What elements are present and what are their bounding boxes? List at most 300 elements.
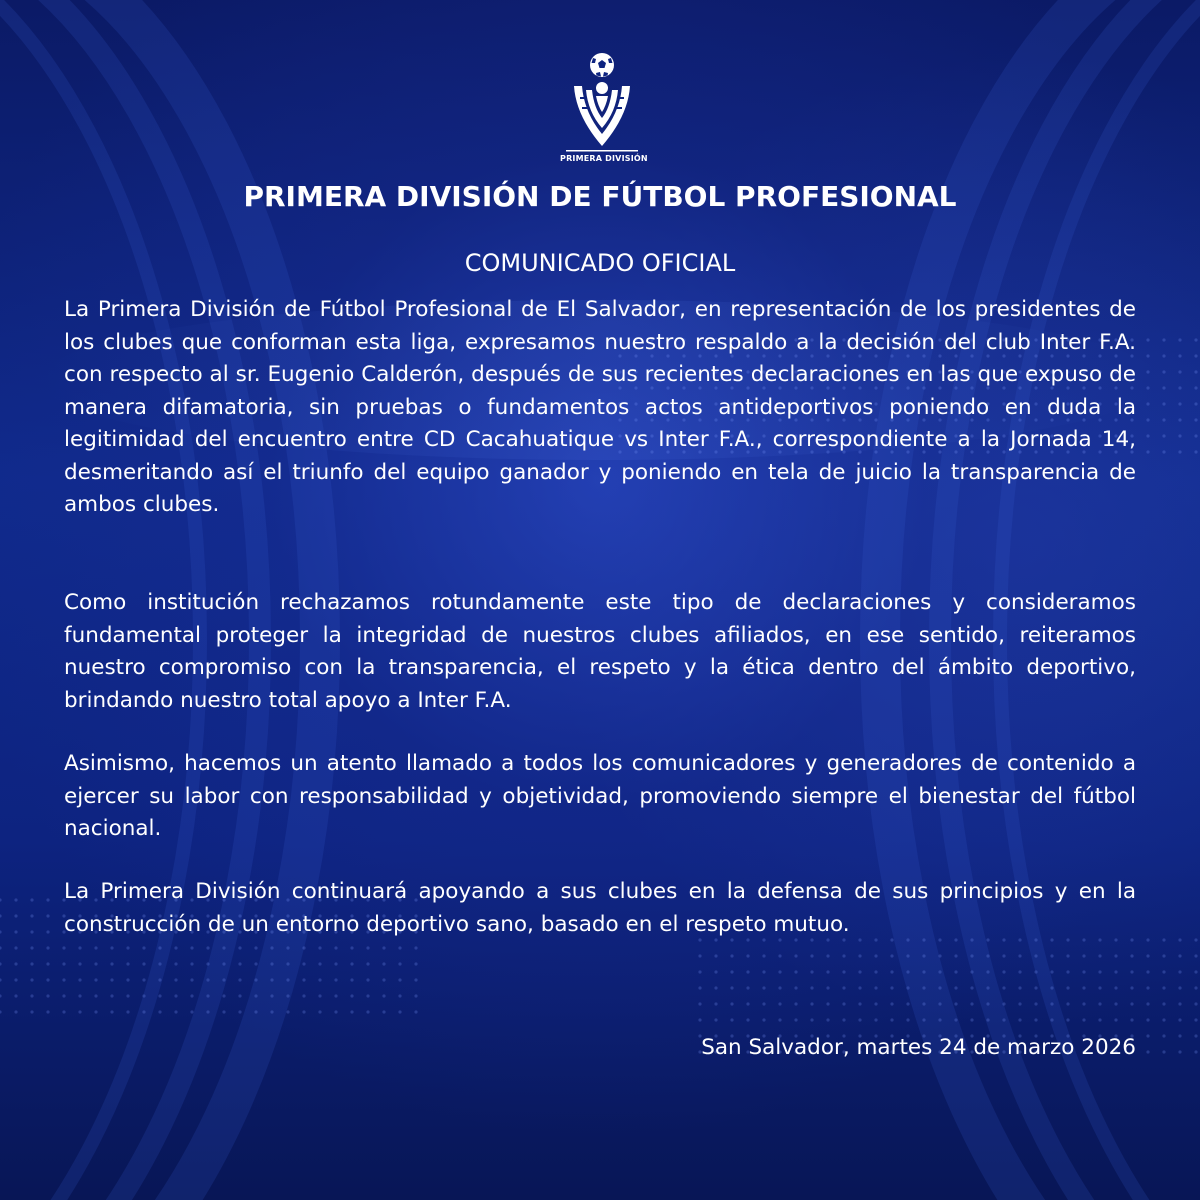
- pattern-dot: [350, 962, 353, 965]
- pattern-dot: [1066, 1018, 1069, 1021]
- pattern-dot: [938, 1018, 941, 1021]
- logo-label: PRIMERA DIVISIÓN: [560, 154, 648, 163]
- pattern-dot: [1162, 986, 1165, 989]
- pattern-dot: [78, 978, 81, 981]
- pattern-dot: [14, 914, 17, 917]
- pattern-dot: [62, 946, 65, 949]
- pattern-dot: [350, 994, 353, 997]
- pattern-dot: [986, 1018, 989, 1021]
- pattern-dot: [858, 1002, 861, 1005]
- pattern-dot: [1050, 1018, 1053, 1021]
- pattern-dot: [14, 946, 17, 949]
- pattern-dot: [1034, 986, 1037, 989]
- pattern-dot: [30, 994, 33, 997]
- pattern-dot: [206, 962, 209, 965]
- pattern-dot: [1066, 954, 1069, 957]
- pattern-dot: [1178, 1018, 1181, 1021]
- pattern-dot: [1034, 970, 1037, 973]
- pattern-dot: [1146, 450, 1149, 453]
- pattern-dot: [1146, 986, 1149, 989]
- pattern-dot: [0, 978, 2, 981]
- pattern-dot: [30, 914, 33, 917]
- pattern-dot: [350, 978, 353, 981]
- pattern-dot: [1098, 1002, 1101, 1005]
- pattern-dot: [714, 954, 717, 957]
- pattern-dot: [62, 978, 65, 981]
- pattern-dot: [302, 978, 305, 981]
- pattern-dot: [158, 946, 161, 949]
- pattern-dot: [970, 970, 973, 973]
- pattern-dot: [174, 962, 177, 965]
- pattern-dot: [0, 1010, 2, 1013]
- pattern-dot: [1082, 970, 1085, 973]
- pattern-dot: [1162, 970, 1165, 973]
- pattern-dot: [398, 1010, 401, 1013]
- pattern-dot: [1194, 386, 1197, 389]
- pattern-dot: [270, 994, 273, 997]
- pattern-dot: [1162, 450, 1165, 453]
- pattern-dot: [890, 1018, 893, 1021]
- pattern-dot: [954, 970, 957, 973]
- pattern-dot: [1082, 1018, 1085, 1021]
- pattern-dot: [174, 978, 177, 981]
- pattern-dot: [778, 970, 781, 973]
- pattern-dot: [0, 946, 2, 949]
- pattern-dot: [222, 978, 225, 981]
- pattern-dot: [1178, 434, 1181, 437]
- pattern-dot: [190, 946, 193, 949]
- pattern-dot: [1178, 450, 1181, 453]
- pattern-dot: [986, 986, 989, 989]
- pattern-dot: [350, 1010, 353, 1013]
- pattern-dot: [1082, 1002, 1085, 1005]
- pattern-dot: [1178, 354, 1181, 357]
- pattern-dot: [286, 962, 289, 965]
- pattern-dot: [762, 970, 765, 973]
- pattern-dot: [1194, 1034, 1197, 1037]
- pattern-dot: [1194, 1018, 1197, 1021]
- pattern-dot: [190, 978, 193, 981]
- pattern-dot: [858, 970, 861, 973]
- pattern-dot: [1194, 354, 1197, 357]
- pattern-dot: [1146, 338, 1149, 341]
- pattern-dot: [970, 1018, 973, 1021]
- pattern-dot: [1162, 386, 1165, 389]
- pattern-dot: [1114, 970, 1117, 973]
- pattern-dot: [1162, 954, 1165, 957]
- paragraph-2: Como institución rechazamos rotundamente este tipo de declaraciones y consideramos fundamental proteger la integridad de nuestros clubes afiliados, en ese sentido, reiteramos nuestro compromiso con la transparencia, el respeto y la ética dentro del ámbito deportivo, brindando nuestro total apoyo a Inter F.A.: [64, 590, 1136, 713]
- pattern-dot: [62, 962, 65, 965]
- pattern-dot: [730, 954, 733, 957]
- pattern-dot: [874, 970, 877, 973]
- pattern-dot: [730, 1002, 733, 1005]
- pattern-dot: [730, 970, 733, 973]
- pattern-dot: [206, 946, 209, 949]
- pattern-dot: [1146, 1002, 1149, 1005]
- pattern-dot: [286, 978, 289, 981]
- pattern-dot: [0, 994, 2, 997]
- pattern-dot: [302, 962, 305, 965]
- pattern-dot: [730, 986, 733, 989]
- pattern-dot: [794, 954, 797, 957]
- pattern-dot: [46, 978, 49, 981]
- pattern-dot: [254, 962, 257, 965]
- pattern-dot: [46, 946, 49, 949]
- pattern-dot: [318, 994, 321, 997]
- pattern-dot: [142, 946, 145, 949]
- pattern-dot: [826, 986, 829, 989]
- pattern-dot: [14, 978, 17, 981]
- pattern-dot: [46, 1010, 49, 1013]
- pattern-dot: [842, 1018, 845, 1021]
- pattern-dot: [126, 1010, 129, 1013]
- paragraph-4: La Primera División continuará apoyando a sus clubes en la defensa de sus principios y en la construcción de un entorno deportivo sano, basado en el respeto mutuo.: [64, 879, 1136, 937]
- pattern-dot: [366, 978, 369, 981]
- pattern-dot: [206, 1010, 209, 1013]
- pattern-dot: [382, 978, 385, 981]
- pattern-dot: [1098, 954, 1101, 957]
- pattern-dot: [698, 970, 701, 973]
- pattern-dot: [1034, 954, 1037, 957]
- pattern-dot: [762, 986, 765, 989]
- pattern-dot: [350, 946, 353, 949]
- pattern-dot: [746, 970, 749, 973]
- pattern-dot: [1018, 970, 1021, 973]
- pattern-dot: [1114, 1018, 1117, 1021]
- pattern-dot: [1050, 954, 1053, 957]
- pattern-dot: [970, 954, 973, 957]
- pattern-dot: [1082, 954, 1085, 957]
- pattern-dot: [334, 946, 337, 949]
- pattern-dot: [890, 986, 893, 989]
- pattern-dot: [922, 954, 925, 957]
- pattern-dot: [254, 946, 257, 949]
- pattern-dot: [1082, 986, 1085, 989]
- pattern-dot: [1146, 434, 1149, 437]
- pattern-dot: [414, 978, 417, 981]
- pattern-dot: [1194, 418, 1197, 421]
- pattern-dot: [94, 946, 97, 949]
- pattern-dot: [206, 994, 209, 997]
- pattern-dot: [190, 994, 193, 997]
- pattern-dot: [938, 954, 941, 957]
- pattern-dot: [270, 1010, 273, 1013]
- pattern-dot: [1162, 418, 1165, 421]
- pattern-dot: [270, 946, 273, 949]
- pattern-dot: [810, 986, 813, 989]
- pattern-dot: [286, 994, 289, 997]
- pattern-dot: [1146, 354, 1149, 357]
- pattern-dot: [1146, 970, 1149, 973]
- pattern-dot: [906, 1002, 909, 1005]
- pattern-dot: [922, 1018, 925, 1021]
- pattern-dot: [794, 1002, 797, 1005]
- pattern-dot: [110, 946, 113, 949]
- pattern-dot: [0, 898, 2, 901]
- pattern-dot: [1034, 1002, 1037, 1005]
- pattern-dot: [1034, 1018, 1037, 1021]
- pattern-dot: [1130, 954, 1133, 957]
- pattern-dot: [698, 954, 701, 957]
- pattern-dot: [858, 1018, 861, 1021]
- pattern-dot: [970, 1002, 973, 1005]
- pattern-dot: [270, 962, 273, 965]
- pattern-dot: [1130, 1002, 1133, 1005]
- pattern-dot: [222, 962, 225, 965]
- pattern-dot: [14, 898, 17, 901]
- pattern-dot: [366, 946, 369, 949]
- pattern-dot: [1178, 970, 1181, 973]
- pattern-dot: [858, 954, 861, 957]
- pattern-dot: [762, 1002, 765, 1005]
- pattern-dot: [922, 970, 925, 973]
- pattern-dot: [30, 1010, 33, 1013]
- paragraph-3: Asimismo, hacemos un atento llamado a todos los comunicadores y generadores de contenido a ejercer su labor con responsabilidad y objetividad, promoviendo siempre el bienestar del fútbol nacional.: [64, 751, 1136, 841]
- pattern-dot: [826, 954, 829, 957]
- pattern-dot: [62, 994, 65, 997]
- pattern-dot: [810, 1002, 813, 1005]
- pattern-dot: [954, 1002, 957, 1005]
- pattern-dot: [1114, 954, 1117, 957]
- pattern-dot: [254, 1010, 257, 1013]
- pattern-dot: [954, 1018, 957, 1021]
- pattern-dot: [1162, 1002, 1165, 1005]
- pattern-dot: [318, 962, 321, 965]
- pattern-dot: [1178, 338, 1181, 341]
- pattern-dot: [286, 946, 289, 949]
- pattern-dot: [698, 1018, 701, 1021]
- pattern-dot: [142, 994, 145, 997]
- pattern-dot: [1098, 1018, 1101, 1021]
- pattern-dot: [110, 994, 113, 997]
- pattern-dot: [1146, 1034, 1149, 1037]
- pattern-dot: [398, 994, 401, 997]
- pattern-dot: [142, 978, 145, 981]
- primera-division-emblem-icon: [560, 50, 648, 163]
- pattern-dot: [1146, 938, 1149, 941]
- pattern-dot: [1018, 1002, 1021, 1005]
- pattern-dot: [0, 930, 2, 933]
- pattern-dot: [1162, 938, 1165, 941]
- pattern-dot: [890, 1002, 893, 1005]
- pattern-dot: [746, 1018, 749, 1021]
- pattern-dot: [1146, 402, 1149, 405]
- pattern-dot: [94, 978, 97, 981]
- pattern-dot: [938, 986, 941, 989]
- pattern-dot: [302, 1010, 305, 1013]
- pattern-dot: [190, 1010, 193, 1013]
- pattern-dot: [986, 954, 989, 957]
- pattern-dot: [906, 970, 909, 973]
- pattern-dot: [746, 1002, 749, 1005]
- pattern-dot: [1050, 970, 1053, 973]
- pattern-dot: [1194, 1050, 1197, 1053]
- pattern-dot: [1178, 386, 1181, 389]
- pattern-dot: [954, 954, 957, 957]
- pattern-dot: [94, 994, 97, 997]
- pattern-dot: [810, 1018, 813, 1021]
- pattern-dot: [698, 986, 701, 989]
- pattern-dot: [1162, 402, 1165, 405]
- pattern-dot: [286, 1010, 289, 1013]
- pattern-dot: [238, 962, 241, 965]
- pattern-dot: [158, 978, 161, 981]
- pattern-dot: [1146, 1050, 1149, 1053]
- pattern-dot: [46, 914, 49, 917]
- pattern-dot: [110, 1010, 113, 1013]
- pattern-dot: [874, 1018, 877, 1021]
- pattern-dot: [366, 962, 369, 965]
- pattern-dot: [142, 1010, 145, 1013]
- pattern-dot: [1194, 338, 1197, 341]
- pattern-dot: [826, 1002, 829, 1005]
- pattern-dot: [174, 994, 177, 997]
- pattern-dot: [1162, 354, 1165, 357]
- pattern-dot: [46, 930, 49, 933]
- pattern-dot: [874, 954, 877, 957]
- pattern-dot: [142, 962, 145, 965]
- pattern-dot: [1178, 986, 1181, 989]
- pattern-dot: [762, 954, 765, 957]
- pattern-dot: [906, 986, 909, 989]
- signoff-date: San Salvador, martes 24 de marzo 2026: [701, 1035, 1136, 1060]
- pattern-dot: [1162, 434, 1165, 437]
- pattern-dot: [78, 1010, 81, 1013]
- pattern-dot: [858, 986, 861, 989]
- pattern-dot: [222, 1010, 225, 1013]
- pattern-dot: [0, 962, 2, 965]
- pattern-dot: [842, 1002, 845, 1005]
- pattern-dot: [398, 978, 401, 981]
- pattern-dot: [1002, 954, 1005, 957]
- pattern-dot: [794, 1018, 797, 1021]
- pattern-dot: [238, 946, 241, 949]
- pattern-dot: [206, 978, 209, 981]
- pattern-dot: [46, 962, 49, 965]
- pattern-dot: [1194, 450, 1197, 453]
- pattern-dot: [1194, 970, 1197, 973]
- pattern-dot: [1066, 970, 1069, 973]
- pattern-dot: [954, 986, 957, 989]
- pattern-dot: [1146, 1018, 1149, 1021]
- pattern-dot: [334, 1010, 337, 1013]
- pattern-dot: [1178, 954, 1181, 957]
- pattern-dot: [126, 962, 129, 965]
- pattern-dot: [842, 986, 845, 989]
- pattern-dot: [238, 1010, 241, 1013]
- pattern-dot: [302, 946, 305, 949]
- pattern-dot: [714, 1018, 717, 1021]
- pattern-dot: [874, 1002, 877, 1005]
- pattern-dot: [78, 946, 81, 949]
- pattern-dot: [906, 954, 909, 957]
- pattern-dot: [94, 1010, 97, 1013]
- pattern-dot: [842, 970, 845, 973]
- pattern-dot: [334, 962, 337, 965]
- pattern-dot: [1194, 370, 1197, 373]
- pattern-dot: [30, 930, 33, 933]
- pattern-dot: [1178, 402, 1181, 405]
- pattern-dot: [1130, 1018, 1133, 1021]
- pattern-dot: [238, 994, 241, 997]
- page-title: PRIMERA DIVISIÓN DE FÚTBOL PROFESIONAL: [243, 180, 957, 213]
- pattern-dot: [174, 1010, 177, 1013]
- pattern-dot: [30, 962, 33, 965]
- pattern-dot: [1162, 1034, 1165, 1037]
- pattern-dot: [810, 954, 813, 957]
- pattern-dot: [1162, 1050, 1165, 1053]
- pattern-dot: [1194, 938, 1197, 941]
- pattern-dot: [1194, 986, 1197, 989]
- pattern-dot: [158, 1010, 161, 1013]
- pattern-dot: [334, 994, 337, 997]
- pattern-dot: [270, 978, 273, 981]
- pattern-dot: [1066, 986, 1069, 989]
- pattern-dot: [318, 946, 321, 949]
- pattern-dot: [842, 954, 845, 957]
- pattern-dot: [414, 946, 417, 949]
- pattern-dot: [1146, 418, 1149, 421]
- pattern-dot: [810, 970, 813, 973]
- pattern-dot: [922, 986, 925, 989]
- pattern-dot: [922, 1002, 925, 1005]
- pattern-dot: [158, 994, 161, 997]
- pattern-dot: [890, 954, 893, 957]
- pattern-dot: [14, 994, 17, 997]
- pattern-dot: [126, 994, 129, 997]
- pattern-dot: [826, 970, 829, 973]
- pattern-dot: [714, 986, 717, 989]
- pattern-dot: [746, 954, 749, 957]
- paragraph-1: La Primera División de Fútbol Profesional de El Salvador, en representación de los presidentes de los clubes que conforman esta liga, expresamos nuestro respaldo a la decisión del club Inter F.A. con respecto al sr. Eugenio Calderón, después de sus recientes declaraciones en las que expuso de manera difamatoria, sin pruebas o fundamentos actos antideportivos poniendo en duda la legitimidad del encuentro entre CD Cacahuatique vs Inter F.A., correspondiente a la Jornada 14, desmeritando así el triunfo del equipo ganador y poniendo en tela de juicio la transparencia de ambos clubes.: [64, 297, 1136, 517]
- pattern-dot: [794, 970, 797, 973]
- pattern-dot: [414, 994, 417, 997]
- pattern-dot: [46, 898, 49, 901]
- pattern-dot: [1162, 1018, 1165, 1021]
- pattern-dot: [318, 1010, 321, 1013]
- pattern-dot: [890, 970, 893, 973]
- pattern-dot: [714, 1002, 717, 1005]
- pattern-dot: [382, 994, 385, 997]
- pattern-dot: [398, 962, 401, 965]
- league-logo: [560, 50, 648, 170]
- pattern-dot: [1114, 986, 1117, 989]
- pattern-dot: [1098, 986, 1101, 989]
- pattern-dot: [30, 978, 33, 981]
- pattern-dot: [986, 1002, 989, 1005]
- pattern-dot: [1130, 986, 1133, 989]
- pattern-dot: [30, 946, 33, 949]
- pattern-dot: [14, 930, 17, 933]
- pattern-dot: [1130, 970, 1133, 973]
- pattern-dot: [14, 962, 17, 965]
- pattern-dot: [414, 1010, 417, 1013]
- pattern-dot: [222, 946, 225, 949]
- pattern-dot: [938, 1002, 941, 1005]
- pattern-dot: [1098, 970, 1101, 973]
- pattern-dot: [30, 898, 33, 901]
- pattern-dot: [1178, 418, 1181, 421]
- pattern-dot: [778, 1018, 781, 1021]
- pattern-dot: [174, 946, 177, 949]
- pattern-dot: [1002, 986, 1005, 989]
- pattern-dot: [1178, 1034, 1181, 1037]
- pattern-dot: [1018, 986, 1021, 989]
- pattern-dot: [110, 978, 113, 981]
- pattern-dot: [826, 1018, 829, 1021]
- pattern-dot: [318, 978, 321, 981]
- pattern-dot: [382, 1010, 385, 1013]
